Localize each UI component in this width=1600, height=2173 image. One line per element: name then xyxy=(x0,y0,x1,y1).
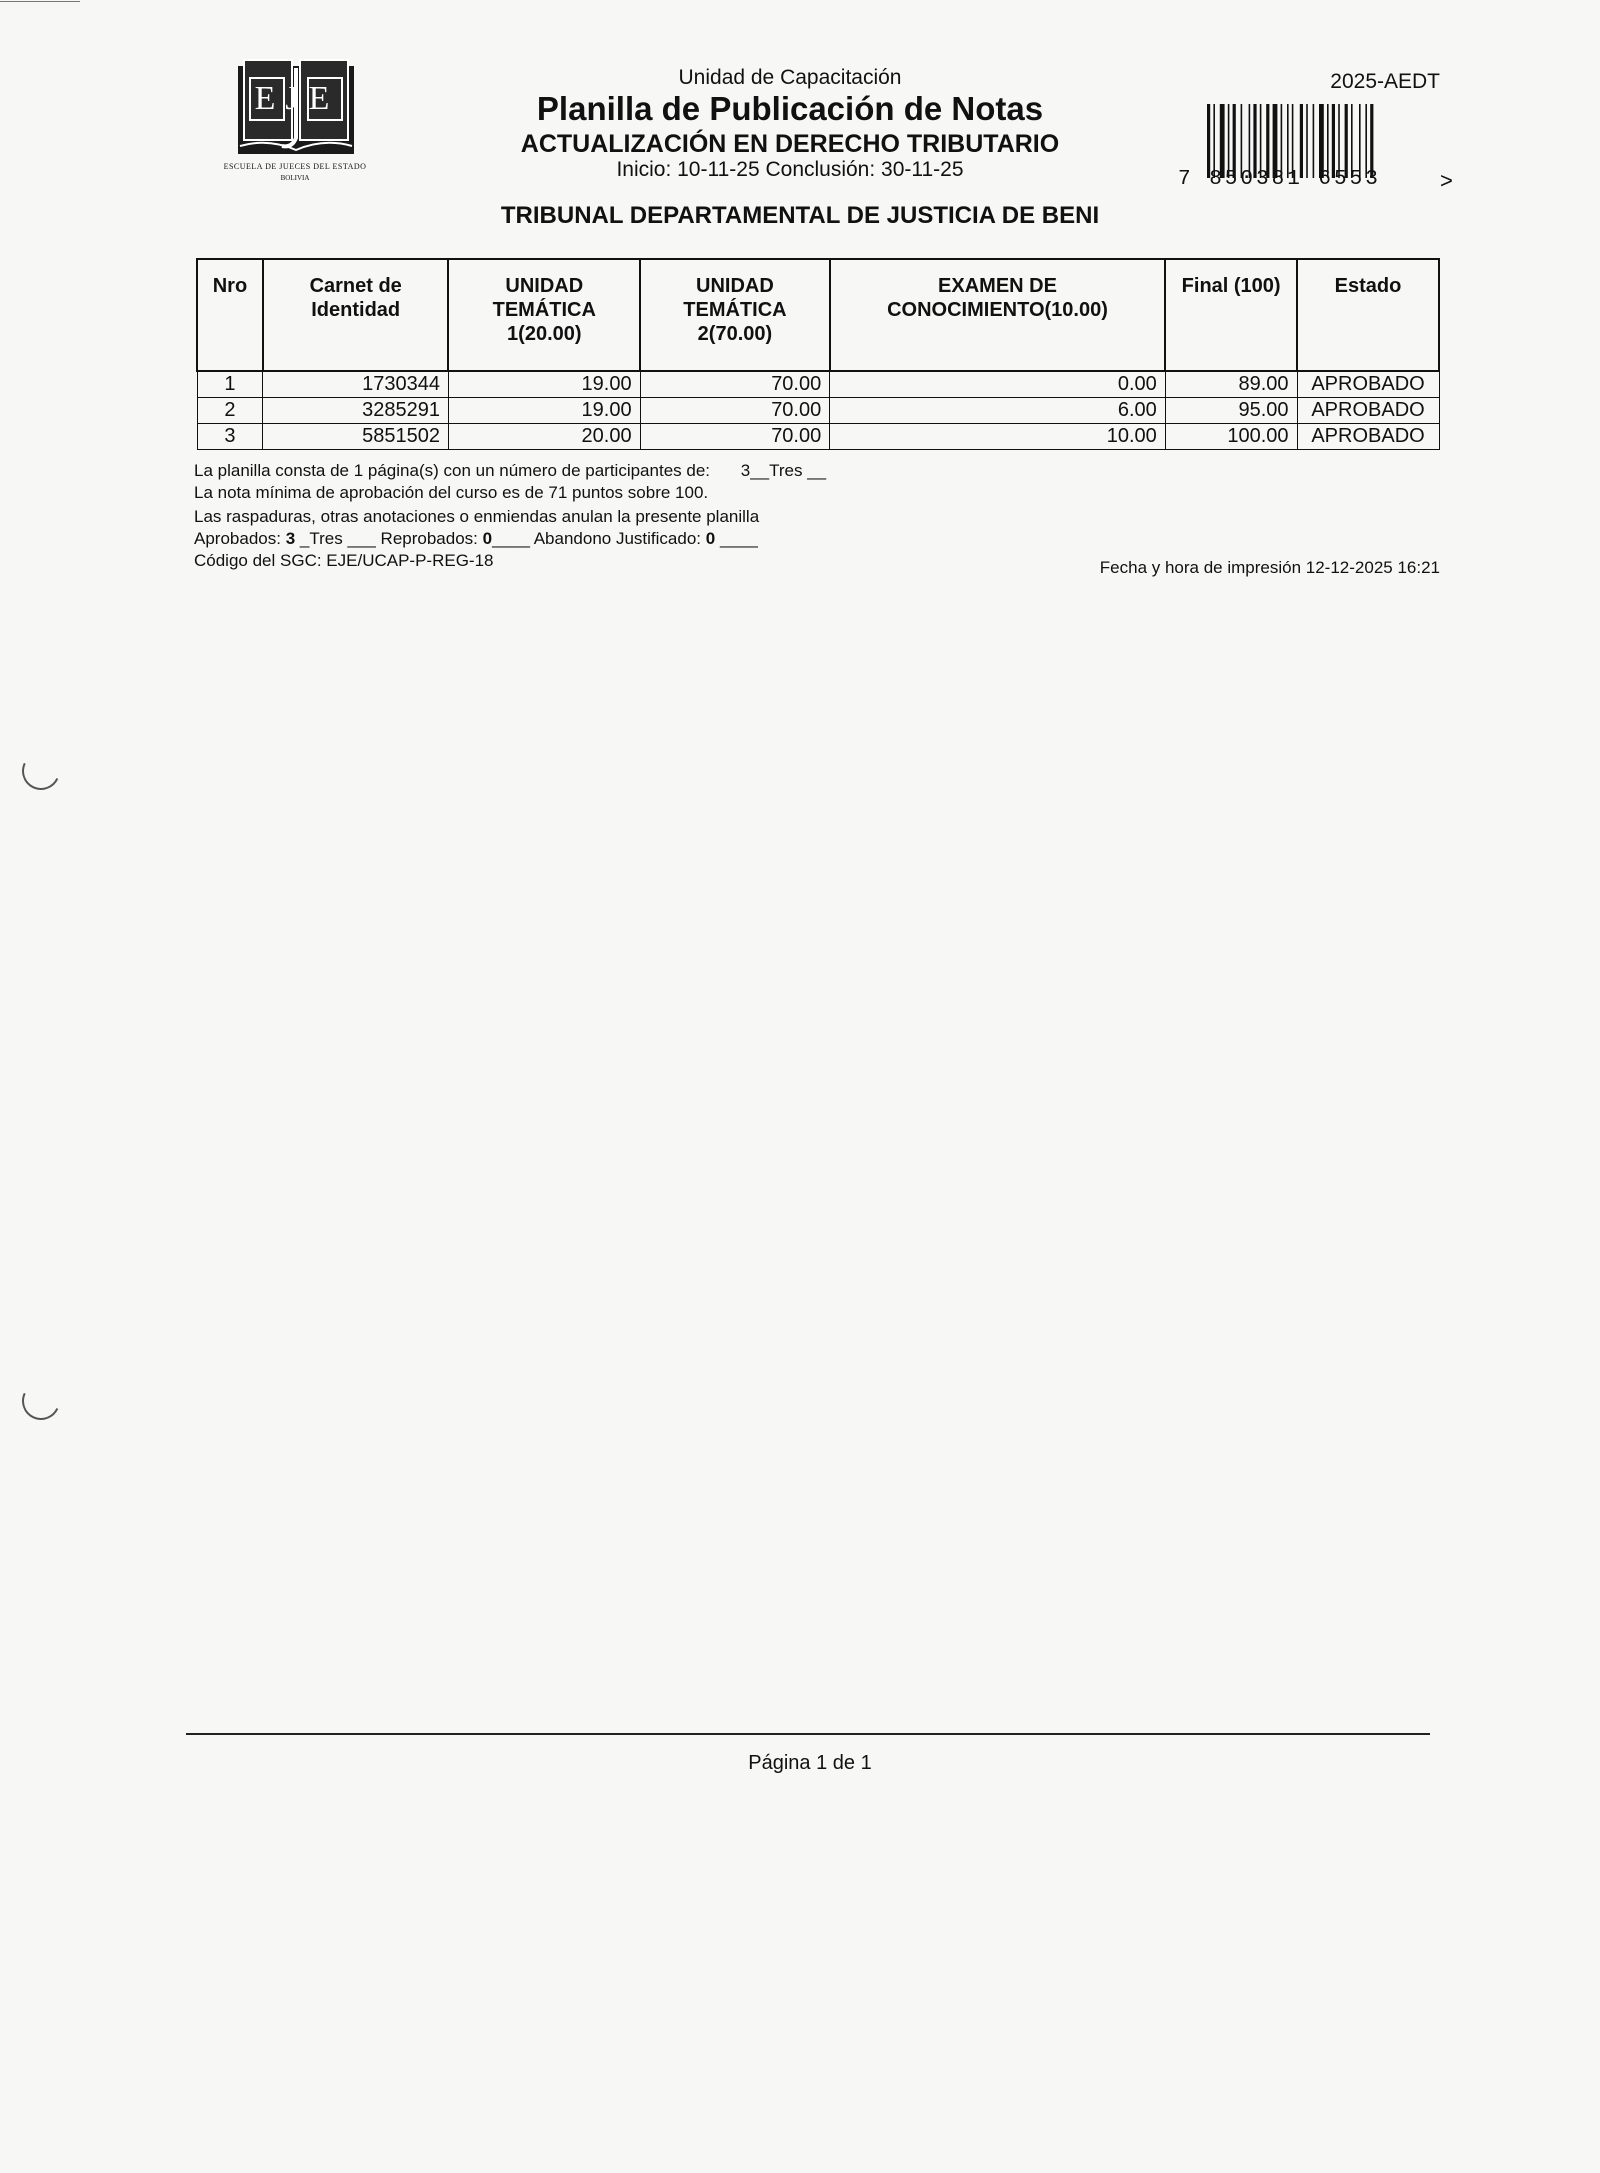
participants-count: 3__Tres __ xyxy=(740,461,827,480)
cell-nro: 1 xyxy=(197,371,263,398)
grades-table xyxy=(196,258,1440,450)
cell-carnet: 3285291 xyxy=(263,398,449,424)
table-row xyxy=(197,424,1439,450)
cell-carnet: 5851502 xyxy=(263,424,449,450)
note-summary xyxy=(194,528,758,550)
cell-nro: 3 xyxy=(197,424,263,450)
cell-estado: APROBADO xyxy=(1297,398,1439,424)
note-min-grade: La nota mínima de aprobación del curso es de 71 puntos sobre 100. xyxy=(194,483,709,502)
punch-hole-mark xyxy=(17,747,66,796)
note-pages xyxy=(194,460,826,482)
approved-word: _Tres ___ xyxy=(299,529,376,548)
document-code: 2025-AEDT xyxy=(1330,70,1440,93)
header-carnet: Carnet de Identidad xyxy=(263,259,449,371)
table-header-row xyxy=(197,259,1439,371)
cell-unidad-1: 19.00 xyxy=(448,371,640,398)
print-timestamp: Fecha y hora de impresión 12-12-2025 16:21 xyxy=(1099,558,1440,577)
barcode-digits: 7 850381 6553 xyxy=(1178,168,1381,191)
approved-label: Aprobados: xyxy=(194,529,281,548)
cell-unidad-2: 70.00 xyxy=(640,424,830,450)
course-dates: Inicio: 10-11-25 Conclusión: 30-11-25 xyxy=(616,158,964,181)
cell-examen: 0.00 xyxy=(830,371,1166,398)
cell-final: 100.00 xyxy=(1165,424,1297,450)
header-final: Final (100) xyxy=(1165,259,1297,371)
note-erasures: Las raspaduras, otras anotaciones o enmiendas anulan la presente planilla xyxy=(194,507,760,526)
cell-carnet: 1730344 xyxy=(263,371,449,398)
cell-unidad-2: 70.00 xyxy=(640,371,830,398)
barcode-arrow: > xyxy=(1440,168,1453,193)
cell-final: 95.00 xyxy=(1165,398,1297,424)
logo-caption-country: BOLIVIA xyxy=(280,174,310,182)
punch-hole-mark xyxy=(17,1377,66,1426)
logo-caption: ESCUELA DE JUECES DEL ESTADO xyxy=(223,162,367,171)
cell-final: 89.00 xyxy=(1165,371,1297,398)
scan-edge-line xyxy=(0,1,80,2)
cell-estado: APROBADO xyxy=(1297,371,1439,398)
cell-unidad-1: 19.00 xyxy=(448,398,640,424)
cell-examen: 10.00 xyxy=(830,424,1166,450)
abandon-blank: ____ xyxy=(719,529,758,548)
abandon-label: Abandono Justificado: xyxy=(533,529,702,548)
header-examen: EXAMEN DE CONOCIMIENTO(10.00) xyxy=(830,259,1166,371)
table-row xyxy=(197,371,1439,398)
header-nro: Nro xyxy=(197,259,263,371)
footer-divider xyxy=(186,1733,1430,1735)
course-name: ACTUALIZACIÓN EN DERECHO TRIBUTARIO xyxy=(520,130,1060,158)
institution-logo xyxy=(210,58,380,188)
tribunal-name: TRIBUNAL DEPARTAMENTAL DE JUSTICIA DE BENI xyxy=(500,202,1100,229)
logo-letters: EJE xyxy=(254,80,340,117)
cell-unidad-1: 20.00 xyxy=(448,424,640,450)
failed-value: 0 xyxy=(482,529,493,548)
sgc-code: Código del SGC: EJE/UCAP-P-REG-18 xyxy=(194,551,494,570)
header-estado: Estado xyxy=(1297,259,1439,371)
cell-unidad-2: 70.00 xyxy=(640,398,830,424)
cell-estado: APROBADO xyxy=(1297,424,1439,450)
table-row xyxy=(197,398,1439,424)
header-unidad-2: UNIDAD TEMÁTICA 2(70.00) xyxy=(640,259,830,371)
failed-blank: ____ xyxy=(492,529,530,548)
abandon-value: 0 xyxy=(705,529,716,548)
note-pages-text: La planilla consta de 1 página(s) con un número de participantes de: xyxy=(194,461,711,480)
failed-label: Reprobados: xyxy=(380,529,478,548)
page-number: Página 1 de 1 xyxy=(748,1752,872,1774)
cell-examen: 6.00 xyxy=(830,398,1166,424)
approved-value: 3 xyxy=(285,529,296,548)
document-title: Planilla de Publicación de Notas xyxy=(536,90,1044,127)
cell-nro: 2 xyxy=(197,398,263,424)
unit-name: Unidad de Capacitación xyxy=(678,66,902,89)
header-unidad-1: UNIDAD TEMÁTICA 1(20.00) xyxy=(448,259,640,371)
